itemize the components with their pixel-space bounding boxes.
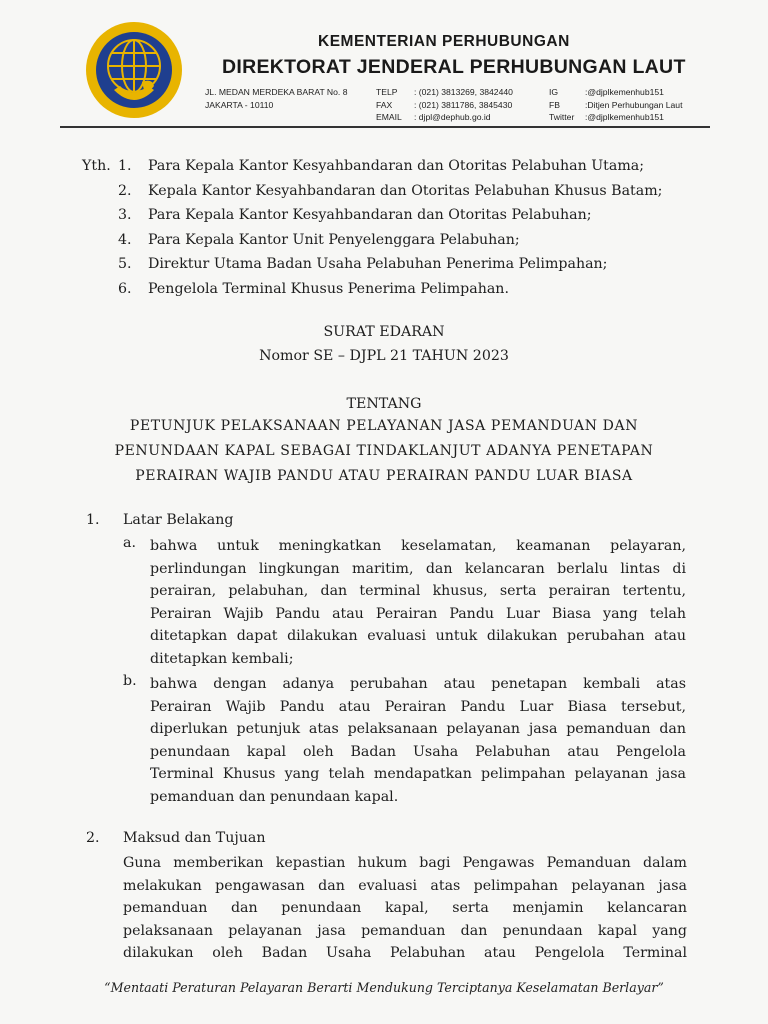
footer-motto: “Mentaati Peraturan Pelayaran Berarti Mendukung Terciptanya Keselamatan Berlayar” bbox=[104, 980, 664, 995]
paragraph-a bbox=[150, 535, 686, 671]
recipient-number: 2. bbox=[118, 182, 132, 199]
ministry-logo-icon bbox=[84, 20, 184, 120]
paragraph-line: Terminal Khusus yang telah mendapatkan pelimpahan pelayanan jasa bbox=[150, 766, 686, 783]
salutation: Yth. bbox=[82, 158, 111, 174]
ministry-name: KEMENTERIAN PERHUBUNGAN bbox=[318, 33, 570, 50]
section-title: Latar Belakang bbox=[123, 512, 234, 528]
address-city: JAKARTA - 10110 bbox=[205, 99, 274, 110]
twitter-value: :@djplkemenhub151 bbox=[585, 112, 664, 122]
subject-line: PENUNDAAN KAPAL SEBAGAI TINDAKLANJUT ADANYA PENETAPAN bbox=[114, 443, 654, 459]
paragraph-line: melakukan pengawasan dan evaluasi atas pelimpahan pelayanan jasa bbox=[123, 877, 687, 894]
letterhead-divider bbox=[60, 126, 710, 128]
paragraph-line: pemanduan dan penundaan kapal, serta menjamin kelancaran bbox=[123, 900, 687, 917]
paragraph-line: ditetapkan kembali; bbox=[150, 650, 294, 667]
address-line: JL. MEDAN MERDEKA BARAT No. 8 bbox=[205, 87, 348, 97]
email-value: : djpl@dephub.go.id bbox=[414, 112, 491, 122]
paragraph-line: ditetapkan dapat dilakukan evaluasi untuk dilakukan perubahan atau bbox=[150, 628, 686, 645]
item-letter: b. bbox=[123, 673, 137, 689]
section-title: Maksud dan Tujuan bbox=[123, 830, 266, 846]
recipient-text: Para Kepala Kantor Kesyahbandaran dan Otoritas Pelabuhan Utama; bbox=[148, 158, 645, 174]
recipient-text: Direktur Utama Badan Usaha Pelabuhan Penerima Pelimpahan; bbox=[148, 256, 608, 273]
recipient-text: Para Kepala Kantor Kesyahbandaran dan Otoritas Pelabuhan; bbox=[148, 207, 592, 224]
email-label: EMAIL bbox=[376, 112, 402, 122]
paragraph-line: perairan, pelabuhan, dan terminal khusus, serta perairan tertentu, bbox=[150, 583, 686, 600]
recipient-text: Para Kepala Kantor Unit Penyelenggara Pelabuhan; bbox=[148, 231, 520, 248]
section-number: 1. bbox=[86, 512, 100, 528]
paragraph-purpose bbox=[123, 852, 687, 965]
document-subject bbox=[0, 414, 768, 489]
contact-labels bbox=[376, 86, 402, 124]
document-type: SURAT EDARAN bbox=[323, 324, 445, 340]
paragraph-line: Perairan Wajib Pandu atau Perairan Pandu Luar Biasa yang telah bbox=[150, 605, 686, 622]
paragraph-b bbox=[150, 673, 686, 809]
recipient-number: 1. bbox=[118, 158, 132, 174]
paragraph-line: bahwa untuk meningkatkan keselamatan, keamanan pelayaran, bbox=[150, 538, 686, 554]
paragraph-line: perlindungan lingkungan maritim, dan kelancaran berlalu lintas di bbox=[150, 560, 686, 577]
recipient-text: Kepala Kantor Kesyahbandaran dan Otoritas Pelabuhan Khusus Batam; bbox=[148, 182, 663, 199]
social-labels bbox=[549, 86, 574, 124]
ig-value: :@djplkemenhub151 bbox=[585, 87, 664, 97]
recipient-number: 4. bbox=[118, 231, 132, 248]
letterhead bbox=[0, 0, 768, 130]
directorate-name: DIREKTORAT JENDERAL PERHUBUNGAN LAUT bbox=[222, 56, 686, 78]
document-number: Nomor SE – DJPL 21 TAHUN 2023 bbox=[259, 348, 509, 364]
subject-line: PERAIRAN WAJIB PANDU ATAU PERAIRAN PANDU LUAR BIASA bbox=[135, 468, 633, 484]
social-values bbox=[585, 86, 682, 124]
ig-label: IG bbox=[549, 87, 559, 97]
fax-value: : (021) 3811786, 3845430 bbox=[414, 99, 513, 110]
paragraph-line: bahwa dengan adanya perubahan atau penetapan kembali atas bbox=[150, 676, 686, 692]
address-block bbox=[205, 86, 347, 111]
recipient-number: 6. bbox=[118, 280, 132, 297]
twitter-label: Twitter bbox=[549, 112, 575, 122]
fb-value: :Ditjen Perhubungan Laut bbox=[585, 99, 683, 110]
subject-line: PETUNJUK PELAKSANAAN PELAYANAN JASA PEMANDUAN DAN bbox=[129, 418, 639, 434]
recipient-number: 3. bbox=[118, 207, 132, 224]
contact-values bbox=[414, 86, 513, 124]
section-number: 2. bbox=[86, 830, 100, 846]
paragraph-line: pemanduan dan penundaan kapal. bbox=[150, 788, 399, 805]
fax-label: FAX bbox=[376, 99, 393, 110]
tentang-label: TENTANG bbox=[346, 396, 422, 412]
paragraph-line: penundaan kapal oleh Badan Usaha Pelabuhan atau Pengelola bbox=[150, 743, 686, 760]
telp-value: : (021) 3813269, 3842440 bbox=[414, 87, 513, 97]
telp-label: TELP bbox=[376, 87, 398, 97]
recipient-number: 5. bbox=[118, 256, 132, 273]
item-letter: a. bbox=[123, 535, 136, 551]
paragraph-line: Guna memberikan kepastian hukum bagi Pengawas Pemanduan dalam bbox=[123, 855, 687, 871]
paragraph-line: Perairan Wajib Pandu atau Perairan Pandu Luar Biasa tersebut, bbox=[150, 698, 686, 715]
recipient-text: Pengelola Terminal Khusus Penerima Pelimpahan. bbox=[148, 280, 509, 297]
paragraph-line: pelaksanaan pelayanan jasa pemanduan dan penundaan kapal yang bbox=[123, 922, 687, 939]
paragraph-line: diperlukan petunjuk atas pelaksanaan pelayanan jasa pemanduan dan bbox=[150, 721, 686, 738]
fb-label: FB bbox=[549, 99, 560, 110]
paragraph-line: dilakukan oleh Badan Usaha Pelabuhan atau Pengelola Terminal bbox=[123, 945, 687, 962]
